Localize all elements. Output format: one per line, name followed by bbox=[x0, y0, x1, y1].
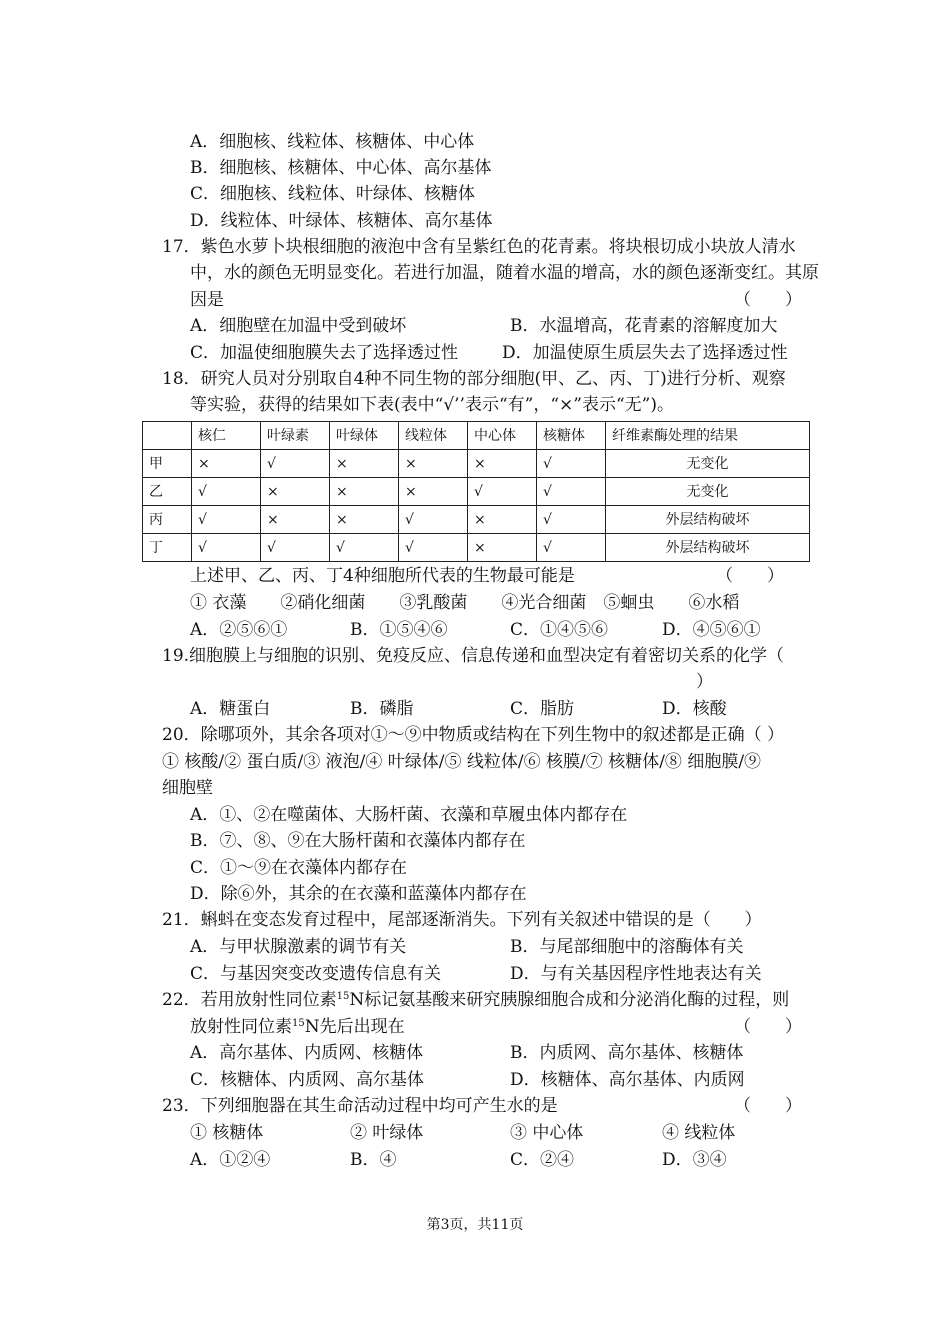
q23-choice-3: ③ 中心体 bbox=[510, 1123, 584, 1143]
q20-stem-line2: ① 核酸/② 蛋白质/③ 液泡/④ 叶绿体/⑤ 线粒体/⑥ 核膜/⑦ 核糖体/⑧ 细胞膜/⑨ bbox=[162, 752, 762, 772]
q22-answer-blank: （ ） bbox=[734, 1017, 802, 1037]
table-cell: 外层结构破坏 bbox=[606, 534, 810, 562]
table-cell: 无变化 bbox=[606, 478, 810, 506]
table-cell: 丙 bbox=[143, 506, 192, 534]
table-header-cell: 叶绿素 bbox=[261, 422, 330, 450]
q19-option-d: D．核酸 bbox=[662, 699, 727, 719]
q19-option-c: C．脂肪 bbox=[510, 699, 575, 719]
q21-option-d: D．与有关基因程序性地表达有关 bbox=[510, 964, 762, 984]
table-cell: × bbox=[468, 506, 537, 534]
q20-option-d: D．除⑥外，其余的在衣藻和蓝藻体内都存在 bbox=[190, 884, 527, 904]
table-cell: × bbox=[261, 478, 330, 506]
table-cell: × bbox=[468, 534, 537, 562]
table-cell: × bbox=[261, 506, 330, 534]
table-cell: 丁 bbox=[143, 534, 192, 562]
table-row bbox=[143, 450, 810, 478]
q16-option-d: D．线粒体、叶绿体、核糖体、高尔基体 bbox=[190, 211, 493, 231]
q21-stem: 21．蝌蚪在变态发育过程中，尾部逐渐消失。下列有关叙述中错误的是（ ） bbox=[162, 910, 762, 930]
q18-answer-blank: （ ） bbox=[716, 566, 784, 586]
table-cell: √ bbox=[537, 534, 606, 562]
q18-option-b: B．①⑤④⑥ bbox=[350, 620, 448, 640]
table-cell: √ bbox=[399, 534, 468, 562]
q20-option-b: B．⑦、⑧、⑨在大肠杆菌和衣藻体内都存在 bbox=[190, 831, 526, 851]
table-header-cell: 核糖体 bbox=[537, 422, 606, 450]
q19-option-b: B．磷脂 bbox=[350, 699, 414, 719]
table-cell: √ bbox=[192, 534, 261, 562]
q22-option-c: C．核糖体、内质网、高尔基体 bbox=[190, 1070, 425, 1090]
table-cell: 乙 bbox=[143, 478, 192, 506]
table-row bbox=[143, 506, 810, 534]
table-cell: × bbox=[468, 450, 537, 478]
table-cell: 甲 bbox=[143, 450, 192, 478]
q18-question: 上述甲、乙、丙、丁4种细胞所代表的生物最可能是 bbox=[190, 566, 575, 586]
q17-option-d: D．加温使原生质层失去了选择透过性 bbox=[502, 343, 788, 363]
q22-stem2-pre: 放射性同位素 bbox=[190, 1017, 292, 1037]
q18-option-c: C．①④⑤⑥ bbox=[510, 620, 609, 640]
q22-option-a: A．高尔基体、内质网、核糖体 bbox=[190, 1043, 424, 1063]
table-cell: √ bbox=[537, 506, 606, 534]
table-cell: √ bbox=[192, 506, 261, 534]
table-cell: × bbox=[330, 450, 399, 478]
q23-option-a: A．①②④ bbox=[190, 1150, 271, 1170]
q18-option-a: A．②⑤⑥① bbox=[190, 620, 288, 640]
table-cell: √ bbox=[192, 478, 261, 506]
q16-option-c: C．细胞核、线粒体、叶绿体、核糖体 bbox=[190, 184, 476, 204]
q19-stem-line1: 19.细胞膜上与细胞的识别、免疫反应、信息传递和血型决定有着密切关系的化学（ bbox=[162, 646, 785, 666]
q23-stem: 23．下列细胞器在其生命活动过程中均可产生水的是 bbox=[162, 1096, 558, 1116]
table-cell: 无变化 bbox=[606, 450, 810, 478]
q23-option-b: B．④ bbox=[350, 1150, 397, 1170]
q20-option-c: C．①～⑨在衣藻体内都存在 bbox=[190, 858, 408, 878]
q18-stem-line2: 等实验，获得的结果如下表(表中“√’’表示“有”，“×”表示“无”)。 bbox=[190, 395, 674, 415]
table-row bbox=[143, 478, 810, 506]
q22-stem-post: N标记氨基酸来研究胰腺细胞合成和分泌消化酶的过程，则 bbox=[349, 990, 790, 1010]
q18-stem-line1: 18．研究人员对分别取自4种不同生物的部分细胞(甲、乙、丙、丁)进行分析、观察 bbox=[162, 369, 786, 389]
q18-choices: ① 衣藻 ②硝化细菌 ③乳酸菌 ④光合细菌 ⑤蛔虫 ⑥水稻 bbox=[190, 593, 740, 613]
table-header-cell: 线粒体 bbox=[399, 422, 468, 450]
q23-choice-4: ④ 线粒体 bbox=[662, 1123, 736, 1143]
table-cell: √ bbox=[537, 478, 606, 506]
q23-option-c: C．②④ bbox=[510, 1150, 575, 1170]
q16-option-a: A．细胞核、线粒体、核糖体、中心体 bbox=[190, 132, 475, 152]
table-cell: × bbox=[330, 478, 399, 506]
table-cell: × bbox=[399, 478, 468, 506]
q22-option-b: B．内质网、高尔基体、核糖体 bbox=[510, 1043, 744, 1063]
q17-answer-blank: （ ） bbox=[734, 290, 802, 310]
page-number-footer: 第3页，共11页 bbox=[426, 1217, 524, 1233]
q23-option-d: D．③④ bbox=[662, 1150, 727, 1170]
q22-option-d: D．核糖体、高尔基体、内质网 bbox=[510, 1070, 745, 1090]
q19-option-a: A．糖蛋白 bbox=[190, 699, 271, 719]
table-cell: √ bbox=[261, 534, 330, 562]
table-header-row bbox=[143, 422, 810, 450]
table-cell: × bbox=[399, 450, 468, 478]
table-cell: √ bbox=[261, 450, 330, 478]
q23-choice-2: ② 叶绿体 bbox=[350, 1123, 424, 1143]
table-row bbox=[143, 534, 810, 562]
isotope-superscript: 15 bbox=[336, 991, 350, 1002]
q19-stem-line2: ） bbox=[696, 672, 713, 692]
table-cell: √ bbox=[468, 478, 537, 506]
q22-stem2-post: N先后出现在 bbox=[304, 1017, 405, 1037]
q21-option-c: C．与基因突变改变遗传信息有关 bbox=[190, 964, 442, 984]
isotope-superscript: 15 bbox=[292, 1018, 305, 1029]
q18-option-d: D．④⑤⑥① bbox=[662, 620, 761, 640]
q22-stem-line2 bbox=[190, 1016, 405, 1038]
table-cell: √ bbox=[537, 450, 606, 478]
table-cell: × bbox=[192, 450, 261, 478]
table-header-cell: 中心体 bbox=[468, 422, 537, 450]
q23-choice-1: ① 核糖体 bbox=[190, 1123, 264, 1143]
q17-stem-line2: 中，水的颜色无明显变化。若进行加温，随着水温的增高，水的颜色逐渐变红。其原 bbox=[190, 263, 819, 283]
table-header-cell: 叶绿体 bbox=[330, 422, 399, 450]
q17-option-b: B．水温增高，花青素的溶解度加大 bbox=[510, 316, 778, 336]
table-header-cell: 纤维素酶处理的结果 bbox=[606, 422, 810, 450]
table-cell: √ bbox=[330, 534, 399, 562]
q17-option-a: A．细胞壁在加温中受到破坏 bbox=[190, 316, 407, 336]
q17-option-c: C．加温使细胞膜失去了选择透过性 bbox=[190, 343, 459, 363]
q21-option-b: B．与尾部细胞中的溶酶体有关 bbox=[510, 937, 744, 957]
table-cell: √ bbox=[399, 506, 468, 534]
q20-stem-line1: 20．除哪项外，其余各项对①～⑨中物质或结构在下列生物中的叙述都是正确（ ） bbox=[162, 725, 785, 745]
q17-stem-line1: 17．紫色水萝卜块根细胞的液泡中含有呈紫红色的花青素。将块根切成小块放人清水 bbox=[162, 237, 796, 257]
table-header-cell bbox=[143, 422, 192, 450]
table-cell: 外层结构破坏 bbox=[606, 506, 810, 534]
q22-stem-pre: 22．若用放射性同位素 bbox=[162, 990, 337, 1010]
q18-results-table bbox=[142, 421, 810, 562]
table-header-cell: 核仁 bbox=[192, 422, 261, 450]
q21-option-a: A．与甲状腺激素的调节有关 bbox=[190, 937, 407, 957]
q16-option-b: B．细胞核、核糖体、中心体、高尔基体 bbox=[190, 158, 492, 178]
q20-stem-line3: 细胞壁 bbox=[162, 778, 213, 798]
q20-option-a: A．①、②在噬菌体、大肠杆菌、衣藻和草履虫体内都存在 bbox=[190, 805, 628, 825]
q17-stem-line3: 因是 bbox=[190, 290, 224, 310]
q22-stem-line1 bbox=[162, 989, 789, 1011]
q23-answer-blank: （ ） bbox=[734, 1096, 802, 1116]
table-cell: × bbox=[330, 506, 399, 534]
